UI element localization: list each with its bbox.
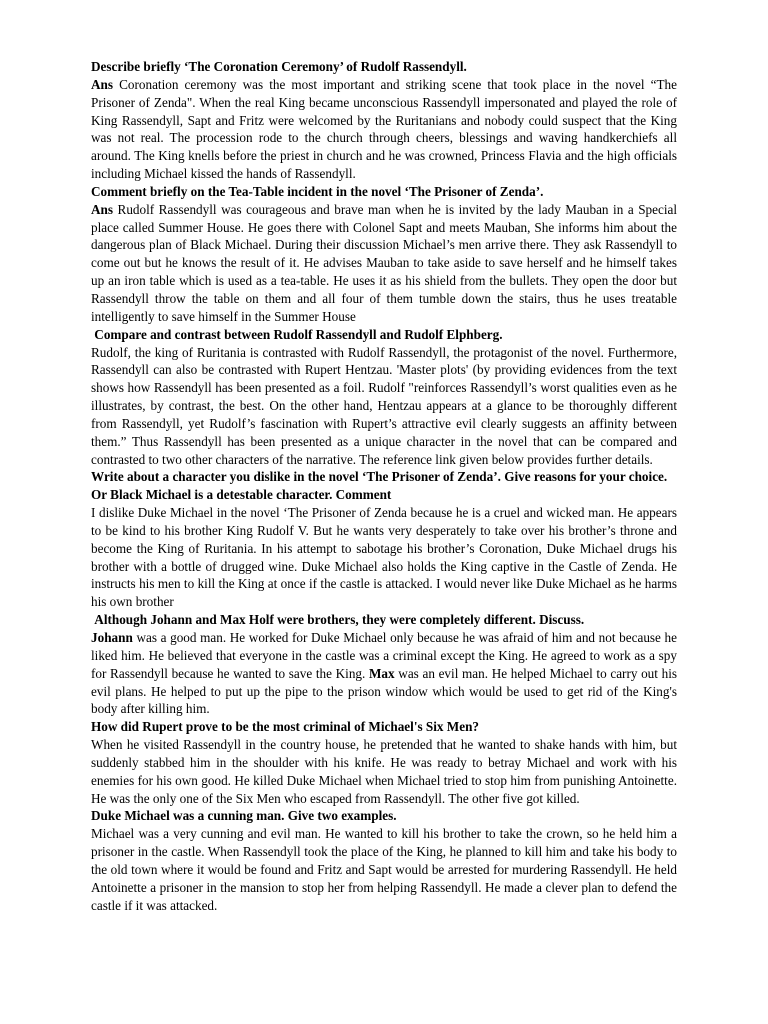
- question-tea-table: Comment briefly on the Tea-Table incident in the novel ‘The Prisoner of Zenda’.: [91, 183, 544, 199]
- question-coronation: Describe briefly ‘The Coronation Ceremony’ of Rudolf Rassendyll.: [91, 59, 467, 74]
- question-compare-rudolf: Compare and contrast between Rudolf Rassendyll and Rudolf Elphberg.: [94, 326, 503, 342]
- question-duke-michael-cunning: Duke Michael was a cunning man. Give two examples.: [91, 808, 397, 824]
- ans-label: Ans: [91, 76, 113, 92]
- answer-coronation: [91, 76, 677, 183]
- document-page: [91, 58, 677, 915]
- answer-johann-max: [91, 629, 677, 718]
- answer-text: Rudolf Rassendyll was courageous and brave man when he is invited by the lady Mauban in a Special place called Summer House. He goes there with Colonel Sapt and meets Mauban, She informs him about the dangerous plan of Black Michael. During their discussion Michael’s men arrive there. They ask Rassendyll to come out but he knows the result of it. He advises Mauban to take aside to save herself and he himself takes up an iron table which is used as a tea-table. He uses it as his shield from the bullets. They open the door but Rassendyll throw the table on them and all four of them tumble down the stairs, thus he uses treatable intelligently to save himself in the Summer House: [91, 201, 678, 324]
- question-rupert: How did Rupert prove to be the most criminal of Michael's Six Men?: [91, 719, 480, 735]
- answer-text-max: was an evil man. He helped Michael to carry out his evil plans. He helped to put up the pipe to the prison window which would be used to get rid of the King's body after killing him.: [91, 665, 677, 717]
- answer-compare-rudolf: Rudolf, the king of Ruritania is contrasted with Rudolf Rassendyll, the protagonist of the novel. Furthermore, Rassendyll can also be contrasted with Rupert Hentzau. 'Master plots' (by providing evidences from the text shows how Rassendyll has been presented as a foil. Rudolf "reinforces Rassendyll’s worst qualities even as he illustrates, by contrast, the best. On the other hand, Hentzau appears at a glance to be thoroughly different from Rassendyll, yet Rudolf’s fascination with Rupert’s attractive evil clearly suggests an affinity between them.” Thus Rassendyll has been presented as a unique character in the novel that can be compared and contrasted to two other characters of the narrative. The reference link given below provides further details.: [91, 344, 677, 467]
- answer-disliked-character: I dislike Duke Michael in the novel ‘The Prisoner of Zenda because he is a cruel and wicked man. He appears to be kind to his brother King Rudolf V. But he wants very desperately to take over his brother’s throne and become the King of Ruritania. In his attempt to sabotage his brother’s Coronation, Duke Michael drugs his brother with a bottle of drugged wine. Duke Michael also holds the King captive in the Castle of Zenda. He instructs his men to kill the King at once if the castle is attacked. I would never like Duke Michael as he harms his own brother: [91, 505, 677, 610]
- answer-rupert: When he visited Rassendyll in the country house, he pretended that he wanted to shake hands with him, but suddenly stabbed him in the shoulder with his knife. He was ready to betray Michael and work with his enemies for his own good. He killed Duke Michael when Michael tried to stop him from punishing Antoinette. He was the only one of the Six Men who escaped from Rassendyll. The other five got killed.: [91, 737, 677, 806]
- answer-tea-table: [91, 201, 677, 326]
- answer-text-johann: was a good man. He worked for Duke Michael only because he was afraid of him and not because he liked him. He believed that everyone in the castle was a criminal except the King. He agreed to work as a spy for Rassendyll because he wanted to save the King.: [91, 630, 677, 681]
- answer-duke-michael-cunning: Michael was a very cunning and evil man. He wanted to kill his brother to take the crown, so he held him a prisoner in the castle. When Rassendyll took the place of the King, he planned to kill him and take his body to the old town where it would be found and Fritz and Sapt would be arrested for murdering Rassendyll. He held Antoinette a prisoner in the mansion to stop her from helping Rassendyll. He made a clever plan to defend the castle if it was attacked.: [91, 826, 677, 913]
- question-disliked-character: Write about a character you dislike in the novel ‘The Prisoner of Zenda’. Give reasons for your choice. Or Black Michael is a detestable character. Comment: [91, 469, 668, 503]
- name-johann: Johann: [91, 630, 133, 645]
- answer-text: Coronation ceremony was the most important and striking scene that took place in the novel “The Prisoner of Zenda". When the real King became unconscious Rassendyll impersonated and played the role of King Rassendyll, Sapt and Fritz were welcomed by the Ruritanians and nobody could suspect that the King was not real. The procession rode to the church through cheers, blessings and waving handkerchiefs all around. The King knells before the priest in church and he was crowned, Princess Flavia and the high officials including Michael kissed the hands of Rassendyll.: [91, 76, 677, 182]
- question-johann-max: Although Johann and Max Holf were brothers, they were completely different. Discuss.: [94, 612, 585, 628]
- name-max: Max: [368, 665, 395, 681]
- ans-label: Ans: [91, 201, 113, 217]
